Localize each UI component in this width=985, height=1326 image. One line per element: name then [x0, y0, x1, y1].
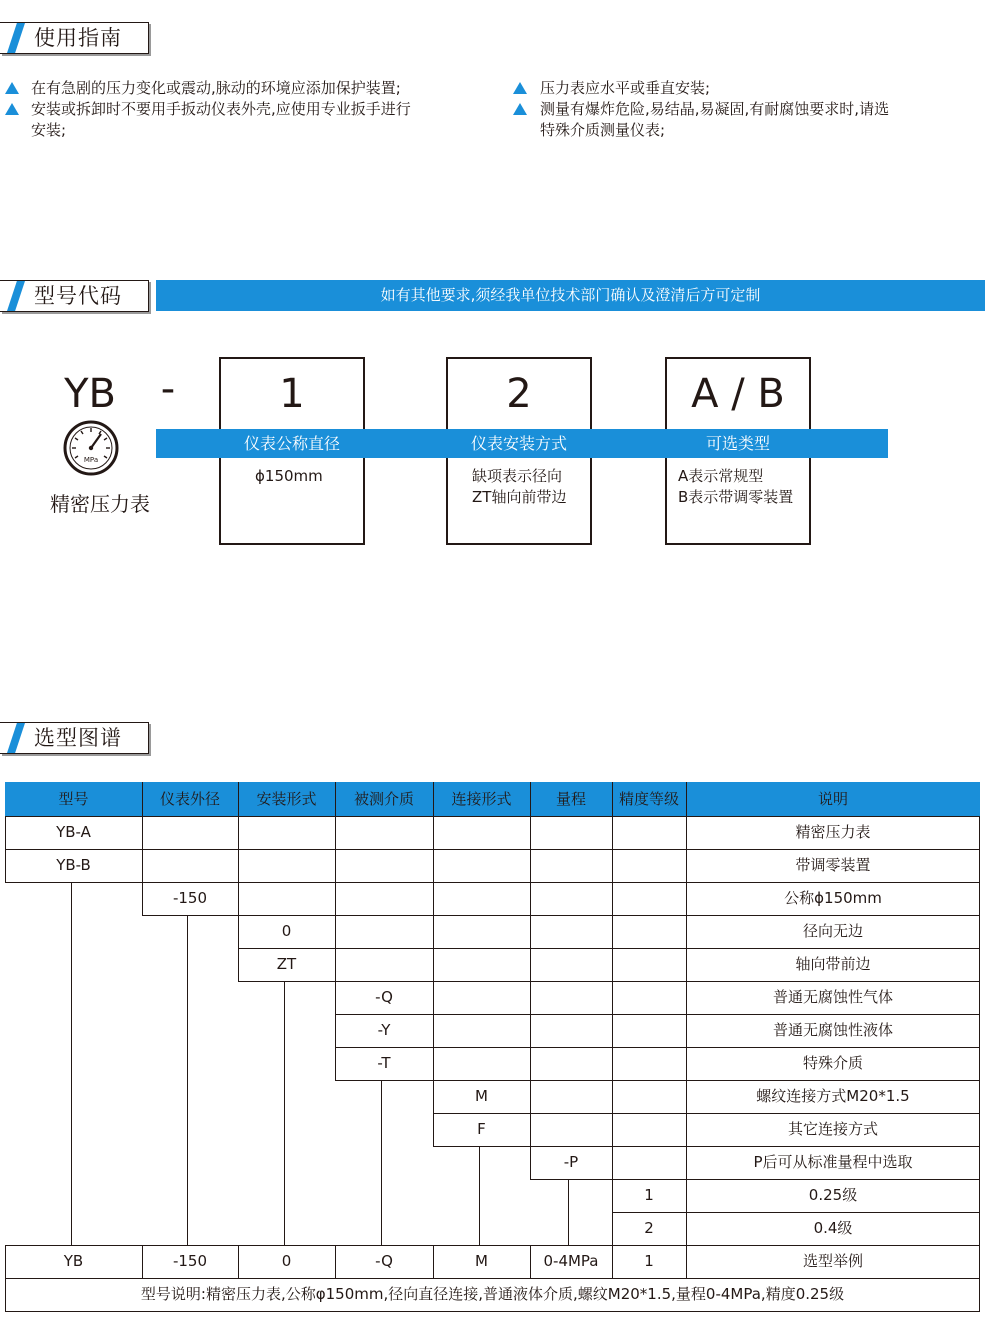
table-cell-code: -Y	[377, 1021, 391, 1039]
connector-line	[381, 1080, 382, 1245]
example-cell: -Q	[375, 1252, 393, 1270]
table-cell-desc: 其它连接方式	[787, 1120, 878, 1138]
example-desc: 选型举例	[802, 1252, 863, 1270]
column-divider	[335, 782, 336, 816]
table-cell-code: ZT	[276, 955, 297, 973]
code-label: 可选类型	[705, 434, 770, 453]
column-divider	[238, 882, 239, 915]
column-divider	[612, 1146, 613, 1179]
table-cell-code: 0	[281, 922, 292, 940]
connector-line	[187, 915, 188, 1245]
connector-line	[71, 882, 72, 1245]
column-divider	[335, 915, 336, 948]
column-divider	[612, 782, 613, 816]
table-cell-desc: 螺纹连接方式M20*1.5	[756, 1087, 910, 1105]
example-cell: 0	[281, 1252, 292, 1270]
table-cell-code: 2	[644, 1219, 654, 1237]
code-box-value: 1	[279, 371, 305, 417]
column-divider	[433, 782, 434, 816]
table-cell-code: -150	[172, 889, 208, 907]
column-divider	[335, 882, 336, 915]
column-divider	[433, 816, 434, 849]
column-divider	[612, 1047, 613, 1080]
section-header-model	[0, 280, 149, 312]
example-cell: 0-4MPa	[543, 1252, 599, 1270]
table-cell-code: -P	[563, 1153, 579, 1171]
column-divider	[433, 849, 434, 882]
column-divider	[335, 849, 336, 882]
triangle-bullet-icon	[5, 103, 19, 115]
table-cell-desc: 公称ϕ150mm	[784, 889, 882, 907]
column-divider	[238, 782, 239, 816]
column-divider	[686, 782, 687, 816]
code-box-value: 2	[506, 371, 532, 417]
column-divider	[142, 782, 143, 816]
code-box-line: ϕ150mm	[255, 467, 323, 485]
table-cell-desc: 径向无边	[802, 922, 863, 940]
column-divider	[433, 948, 434, 981]
column-divider	[530, 849, 531, 882]
table-cell-desc: 0.4级	[813, 1219, 853, 1237]
table-header-cell: 精度等级	[618, 790, 679, 808]
column-divider	[530, 981, 531, 1014]
column-divider	[142, 816, 143, 849]
table-header-cell: 说明	[817, 790, 848, 808]
column-divider	[612, 816, 613, 849]
table-cell-desc: 0.25级	[808, 1186, 858, 1204]
table-cell-desc: P后可从标准量程中选取	[753, 1153, 913, 1171]
table-header-cell: 仪表外径	[159, 790, 220, 808]
table-header-cell: 量程	[555, 790, 586, 808]
column-divider	[530, 1047, 531, 1080]
gauge-unit-label: MPa	[83, 456, 99, 464]
connector-line	[284, 981, 285, 1245]
column-divider	[530, 915, 531, 948]
section-title: 型号代码	[34, 284, 122, 308]
connector-line	[479, 1146, 480, 1245]
selection-table	[5, 782, 980, 1309]
column-divider	[530, 1080, 531, 1113]
column-divider	[530, 782, 531, 816]
column-divider	[530, 948, 531, 981]
table-header-cell: 安装形式	[256, 790, 317, 808]
code-box-line: A表示常规型	[678, 467, 764, 485]
column-divider	[335, 816, 336, 849]
row-divider	[5, 1311, 980, 1312]
code-label: 仪表公称直径	[243, 434, 340, 453]
table-cell-code: YB-B	[56, 856, 91, 874]
table-cell-desc: 特殊介质	[802, 1054, 863, 1072]
connector-line	[568, 1179, 569, 1245]
column-divider	[612, 948, 613, 981]
table-header-cell: 被测介质	[353, 790, 414, 808]
column-divider	[433, 981, 434, 1014]
triangle-bullet-icon	[513, 82, 527, 94]
column-divider	[433, 1047, 434, 1080]
triangle-bullet-icon	[5, 82, 19, 94]
column-divider	[530, 1113, 531, 1146]
table-cell-desc: 轴向带前边	[795, 955, 871, 973]
example-cell: -150	[172, 1252, 208, 1270]
section-header-usage	[0, 22, 149, 54]
column-divider	[612, 1014, 613, 1047]
usage-note: 特殊介质测量仪表;	[540, 121, 666, 139]
table-header-cell: 连接形式	[451, 790, 512, 808]
section-header-selection	[0, 722, 149, 754]
section-title: 使用指南	[34, 26, 122, 50]
column-divider	[612, 915, 613, 948]
table-cell-desc: 带调零装置	[795, 856, 871, 874]
column-divider	[612, 1080, 613, 1113]
section-accent-icon	[7, 281, 25, 311]
column-divider	[612, 849, 613, 882]
column-divider	[612, 882, 613, 915]
table-cell-desc: 普通无腐蚀性气体	[772, 988, 893, 1006]
table-cell-code: F	[477, 1120, 486, 1138]
table-cell-desc: 精密压力表	[795, 823, 871, 841]
code-label: 仪表安装方式	[470, 434, 567, 453]
section-title: 选型图谱	[34, 726, 122, 750]
usage-note: 安装;	[31, 121, 67, 139]
section-accent-icon	[7, 723, 25, 753]
table-cell-code: -T	[377, 1054, 391, 1072]
table-cell-desc: 普通无腐蚀性液体	[772, 1021, 893, 1039]
usage-note: 测量有爆炸危险,易结晶,易凝固,有耐腐蚀要求时,请选	[540, 100, 890, 118]
row-divider	[5, 816, 980, 817]
table-cell-code: YB-A	[56, 823, 91, 841]
column-divider	[433, 1014, 434, 1047]
table-header-cell: 型号	[58, 790, 89, 808]
table-cell-code: 1	[644, 1186, 654, 1204]
section-accent-icon	[7, 23, 25, 53]
table-cell-code: -Q	[375, 988, 393, 1006]
code-box-line: B表示带调零装置	[678, 488, 794, 506]
column-divider	[530, 1014, 531, 1047]
usage-note: 在有急剧的压力变化或震动,脉动的环境应添加保护装置;	[31, 79, 401, 97]
column-divider	[238, 849, 239, 882]
column-divider	[530, 882, 531, 915]
column-divider	[433, 915, 434, 948]
usage-note: 压力表应水平或垂直安装;	[540, 79, 711, 97]
example-cell: M	[475, 1252, 488, 1270]
pressure-gauge-icon	[63, 420, 119, 476]
column-divider	[612, 981, 613, 1014]
table-cell-code: M	[475, 1087, 488, 1105]
product-name: 精密压力表	[50, 492, 150, 516]
column-divider	[142, 849, 143, 882]
example-cell: 1	[644, 1252, 654, 1270]
code-box-line: 缺项表示径向	[472, 467, 563, 485]
custom-requirement-banner: 如有其他要求,须经我单位技术部门确认及澄清后方可定制	[156, 280, 985, 311]
code-box-line: ZT轴向前带边	[472, 488, 567, 506]
column-divider	[530, 816, 531, 849]
code-label-strip	[156, 429, 888, 458]
example-cell: YB	[63, 1252, 84, 1270]
usage-note: 安装或拆卸时不要用手扳动仪表外壳,应使用专业扳手进行	[31, 100, 411, 118]
column-divider	[238, 816, 239, 849]
model-prefix: YB	[64, 371, 116, 417]
column-divider	[612, 1113, 613, 1146]
column-divider	[433, 882, 434, 915]
triangle-bullet-icon	[513, 103, 527, 115]
model-dash: -	[160, 366, 176, 412]
code-box-value: A / B	[691, 371, 785, 417]
table-footer-note: 型号说明:精密压力表,公称φ150mm,径向直径连接,普通液体介质,螺纹M20*1.5,量程0-4MPa,精度0.25级	[140, 1285, 845, 1303]
column-divider	[335, 948, 336, 981]
